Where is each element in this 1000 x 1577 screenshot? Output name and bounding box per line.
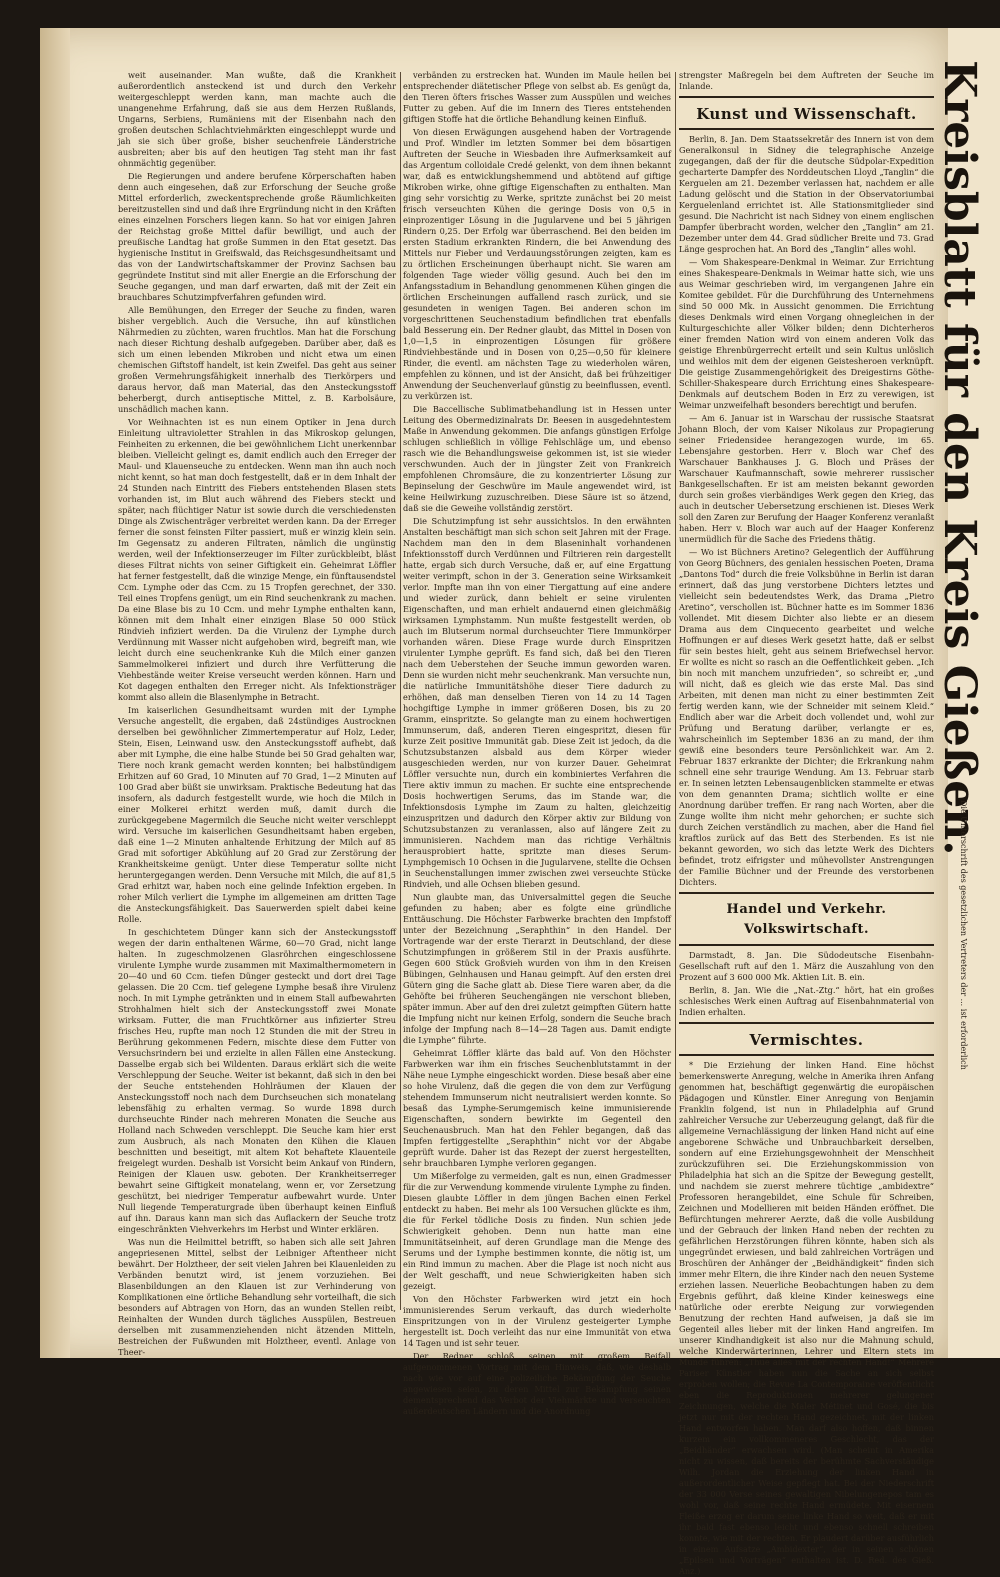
paragraph: — Wo ist Büchners Aretino? Gelegentlich der Aufführung von Georg Büchners, des genialen hessischen Poeten, Drama „Dantons Tod“ durch die freie Volksbühne in Berlin ist daran erinnert, daß das jung verstorbene Dichters letztes und vielleicht sein bedeutendstes Werk, das Drama „Pietro Aretino“, verschollen ist. Büchner hatte es im Sommer 1836 vollendet. Mit diesem Dichter also liebte er an diesem Drama aus dem Cinquecento gearbeitet und welche Hoffnungen er auf dieses Werk gesetzt hatte, daß er selbst für sein bestes hielt, geht aus seinem Briefwechsel hervor. Er wollte es nicht so rasch an die Oeffentlichkeit geben. „Ich bin noch mit manchem unzufrieden“, so schreibt er, „und will nicht, daß es gleich wie das erste Mal. Das sind Arbeiten, mit denen man nicht zu einer bestimmten Zeit fertig werden kann, wie der Schneider mit seinem Kleid.“ Endlich aber war die Arbeit doch vollendet und, wohl zur Prüfung und Beratung darüber, verlangte er es, wahrscheinlich im September 1836 an zu mand, der ihm gewiß eine besonders teure Persönlichkeit war. Am 2. Februar 1837 erkrankte der Dichter; die Erkrankung nahm schnell eine sehr traurige Wendung. Am 13. Februar starb er. In seinen letzten Lebensaugenblicken stammelte er etwas von dem genannten Drama; sichtlich wollte er eine Anordnung darüber treffen. Er rang nach Worten, aber die Zunge wollte ihm nicht mehr gehorchen; er suchte sich durch Zeichen verständlich zu machen, aber die Hand fiel kraftlos zurück auf das Bett des Sterbenden. Es ist nie bekannt geworden, wo sich das letzte Werk des Dichters befindet, trotz eifrigster und mühevollster Anstrengungen der Familie Büchner und der Freunde des verstorbenen Dichters.: [679, 547, 934, 887]
paragraph: * Die Erziehung der linken Hand. Eine höchst bemerkenswerte Anregung, welche in Amerika ihren Anfang genommen hat, beschäftigt gegenwärtig die europäischen Pädagogen und Künstler. Einer Anregung von Benjamin Franklin folgend, ist nun in Philadelphia auf Grund zahlreicher Versuche zur Ueberzeugung gelangt, daß für die allgemeine Vernachlässigung der linken Hand nicht auf eine angeborene Schwäche und Unbrauchbarkeit derselben, sondern auf eine Erziehungsgewohnheit der Menschheit zurückzuführen sei. Die Erziehungskommission von Philadelphia hat sich an die Spitze der Bewegung gestellt, und nachdem sie zuerst mehrere tüchtige „ambidextre“ Professoren herangebildet, eine Schule für Schreiben, Zeichnen und Modellieren mit beiden Händen eröffnet. Die Befürchtungen mehrerer Aerzte, daß die volle Ausbildung und der Gebrauch der linken Hand neben der rechten zu gefährlichen Herzstörungen führen könnte, haben sich als ungegründet erwiesen, und bald zahlreichen Vorträgen und Broschüren der Anhänger der „Beidhändigkeit“ finden sich immer mehr Eltern, die ihre Kinder nach den neuen Systeme erziehen lassen. Neuerliche Beobachtungen haben zu dem Ergebnis geführt, daß kleine Kinder keineswegs eine natürliche oder ererbte Neigung zur vorwiegenden Benutzung der rechten Hand aufweisen, ja daß sie im Gegenteil alles lieber mit der linken Hand angreifen. Im unserer Kindhandigkeit ist also nur die Mahnung schuld, welche Kinderwärterinnen, Lehrer und Eltern stets im Munde führen: „Thue alles mit der rechten Hand!“ Mehrere Pariser Künstler haben nun die Sache an sich selbst erproben wollen; die Revue La Contemporaine veröffentlicht eben die Reproduktionen mehrerer gelungener Zeichnungen, welche die Maler Métinet und Gosé, die bis jetzt nur mit der rechten Hand gezeichnet, mit der linken Hand entworfen haben. Man darf also hoffen, daß binnen kurzem ein vollkommeneres Geschlecht, das der „Beidhänder“ erwachsen wird. (Man scheint in Amerika nicht zu wissen, daß bereits der berühmte Sachverständige Wilh. Jordan die Erziehung der linken Hand in außerordentlicher Weise gepflegt hat. Bei der Niederschrift der 33 000 Verse seines gewaltigen Nibelungenepos tam es wohl vor, daß seine rechte Hand ermüdete. Mit eisernem Fleiße erzog er darum seine linke Hand so weit, daß er mit ihr bald fast ebenso leicht und ebenso schnell schreiben konnte, wie mit der rechten. Er plaudert darüber ausführlich in einem Aufsatze „Ambidexter“, der in seinen schönen „Epilsen und Vorträgen“ enthalten ist. D. Red. des Gieß. Anz.): [679, 1060, 934, 1576]
section-heading-vermischtes: Vermischtes.: [749, 1031, 864, 1049]
paragraph: Nun glaubte man, das Universalmittel gegen die Seuche gefunden zu haben; aber es folgte eine gründliche Enttäuschung. Die Höchster Farbwerke brachten den Impfstoff unter der Bezeichnung „Seraphthin“ in den Handel. Der Vortragende war der erste Tierarzt in Deutschland, der diese Schutzimpfungen in größerem Stil in der Praxis ausführte. Gegen 600 Stück Großvieh wurden von ihm in den Kreisen Bübingen, Gelnhausen und Hanau geimpft. Auf den ersten drei Gütern ging die Sache glatt ab. Diese Tiere waren aber, da die Gehöfte bei früheren Seuchengängen nie verschont blieben, später immun. Aber auf den drei zuletzt geimpften Gütern hatte die Impfung nicht nur keinen Erfolg, sondern die Seuche brach infolge der Impfung nach 8—14—28 Tagen aus. Damit endigte die Lymphe“ führte.: [403, 892, 671, 1045]
column-1: [118, 70, 396, 1357]
paragraph: Im kaiserlichen Gesundheitsamt wurden mit der Lymphe Versuche angestellt, die ergaben, daß 24stündiges Austrocknen derselben bei gewöhnlicher Zimmertemperatur auf Holz, Leder, Stein, Eisen, Leinwand usw. den Ansteckungsstoff aufhebt, daß aber mit Lymphe, die eine halbe Stunde bei 50 Grad gehalten war, Tiere noch krank gemacht werden konnten; bei halbstündigem Erhitzen auf 60 Grad, 10 Minuten auf 70 Grad, 1—2 Minuten auf 100 Grad aber büßt sie unwirksam. Praktische Bedeutung hat das insofern, als dadurch festgestellt wurde, wie hoch die Milch in einer Molkerei erhitzt werden muß, damit durch die zurückgegebene Magermilch die Seuche nicht weiter verschleppt wird. Versuche im kaiserlichen Gesundheitsamt haben ergeben, daß eine 1—2 Minuten anhaltende Erhitzung der Milch auf 85 Grad mit sofortiger Abkühlung auf 20 Grad zur Zerstörung der Krankheitskeime genügt. Unter diese Temperatur sollte nicht heruntergegangen werden. Denn Versuche mit Milch, die auf 81,5 Grad erhitzt war, haben noch eine gelinde Infektion ergeben. In roher Milch verliert die Lymphe im allgemeinen am dritten Tage die Ansteckungsfähigkeit. Das Sauerwerden spielt dabei keine Rolle.: [118, 705, 396, 924]
paragraph: weit auseinander. Man wußte, daß die Krankheit außerordentlich ansteckend ist und durch den Verkehr weitergeschleppt werden kann, man machte auch die unangenehme Erfahrung, daß sie aus dem Herzen Rußlands, Ungarns, Serbiens, Rumäniens mit der Eisenbahn nach den großen deutschen Schlachtviehmärkten eingeschleppt wurde und jah sie sich über große, bisher seuchenfreie Länderstriche ausbreiten; aber bis auf den heutigen Tag steht man ihr fast ohnmächtig gegenüber.: [118, 70, 396, 168]
masthead-title: Kreisblatt für den Kreis Gießen.: [934, 60, 985, 856]
paragraph: Vor Weihnachten ist es nun einem Optiker in Jena durch Einleitung ultravioletter Strahlen in das Mikroskop gelungen, Feinheiten zu erkennen, die bei gewöhnlichem Licht unerkennbar bleiben. Vielleicht gelingt es, damit endlich auch den Erreger der Maul- und Klauenseuche zu entdecken. Wenn man ihn auch noch nicht kennt, so hat man doch festgestellt, daß er in dem Inhalt der 24 Stunden nach Eintritt des Fiebers entstehenden Blasen stets vorhanden ist, im Blut auch während des Fiebers steckt und später, nach flüchtiger Natur ist sowie durch die verschiedensten Dinge als Zwischenträger verbreitet werden kann. Da der Erreger ferner die sonst feinsten Filter passiert, muß er winzig klein sein. Im Gegensatz zu anderen Filtraten, nämlich die ungünstig werden, weil der Infektionserzeuger im Filter zurückbleibt, bläst dieses Filtrat nichts von seiner Giftigkeit ein. Geheimrat Löffler hat ferner festgestellt, daß die winzige Menge, ein fünftausendstel Ccm. Lymphe oder das Ccm. zu 15 Tropfen gerechnet, der 330. Teil eines Tropfens genügt, um ein Rind seuchenkrank zu machen. Da eine Blase bis zu 10 Ccm. und mehr Lymphe enthalten kann, können mit dem Inhalt einer einzigen Blase 50 000 Stück Rindvieh infiziert werden. Da die Virulenz der Lymphe durch Verdünnung mit Wasser nicht aufgehoben wird, begreift man, wie leicht durch eine seuchenkranke Kuh die Milch einer ganzen Sammelmolkerei infiziert und durch ihre Verfütterung die Viehbestände weiter Kreise verseucht werden können. Harn und Kot dagegen enthalten den Erreger nicht. Als Infektionsträger kommt also allein die Blasenlymphe in Betracht.: [118, 417, 396, 702]
paragraph: verbänden zu erstrecken hat. Wunden im Maule heilen bei entsprechender diätetischer Pflege von selbst ab. Es genügt da, den Tieren öfters frisches Wasser zum Ausspülen und weiches Futter zu geben. Auf die im Innern des Tieres entstehenden giftigen Stoffe hat die örtliche Behandlung keinen Einfluß.: [403, 70, 671, 124]
paragraph: Von den Höchster Farbwerken wird jetzt ein hoch immunisierendes Serum verkauft, das durch wiederholte Einspritzungen von in der Virulenz gesteigerter Lymphe hergestellt ist. Doch verleiht das nur eine Immunität von etwa 14 Tagen und ist sehr teuer.: [403, 1294, 671, 1348]
section-heading-kunst: Kunst und Wissenschaft.: [696, 105, 917, 123]
paragraph: Die Regierungen und andere berufene Körperschaften haben denn auch eingesehen, daß zur Erforschung der Seuche große Mittel erforderlich, zweckentsprechende große Räumlichkeiten bereitzustellen sind und daß ihre Ergründung nicht in den Kräften eines einzelnen Forschers liegen kann. So hat vor einigen Jahren der Reichstag große Mittel dafür bewilligt, und auch der preußische Landtag hat große Summen in den Etat gesetzt. Das hygienische Institut in Greifswald, das Reichsgesundheitsamt und das von der Landwirtschaftskammer der Provinz Sachsen bau gegründete Institut sind mit aller Energie an die Erforschung der Seuche gegangen, und man darf erwarten, daß mit der Zeit ein brauchbares Schutzimpfverfahren gefunden wird.: [118, 171, 396, 302]
paragraph: — Vom Shakespeare-Denkmal in Weimar. Zur Errichtung eines Shakespeare-Denkmals in Weimar hatte sich, wie uns aus Weimar geschrieben wird, im vergangenen Jahre ein Komitee gebildet. Für die Durchführung des Unternehmens sind 50 000 Mk. in Aussicht genommen. Die Errichtung dieses Denkmals wird einen Vorgang ohnegleichen in der Kulturgeschichte aller Völker bilden; denn Dichterheros einer fremden Nation wird von einem anderen Volk das geistige Ehrenbürgerrecht erteilt und sein Kultus unlöslich und weihlos mit dem der eigenen Geistesheroen verknüpft. Die geistige Zusammengehörigkeit des Dreigestirns Göthe-Schiller-Shakespeare durch Errichtung eines Shakespeare-Denkmals auf deutschem Boden in Erz zu verewigen, ist Weimar unzweifelhaft besonders berechtigt und berufen.: [679, 257, 934, 410]
paragraph: — Am 6. Januar ist in Warschau der russische Staatsrat Johann Bloch, der vom Kaiser Nikolaus zur Propagierung seiner Friedensidee herangezogen wurde, im 65. Lebensjahre gestorben. Herr v. Bloch war Chef des Warschauer Bankhauses J. G. Bloch und Präses der Warschauer Kaufmannschaft, sowie mehrerer russischer Bankgesellschaften. Er ist am meisten bekannt geworden durch sein großes vierbändiges Werk gegen den Krieg, das auch in deutscher Uebersetzung erschienen ist. Dieses Werk soll den Zaren zur Berufung der Haager Konferenz veranlaßt haben. Herr v. Bloch war auch auf der Haager Konferenz unermüdlich für die Sache des Friedens thätig.: [679, 413, 934, 544]
column-2: [403, 70, 671, 1416]
section-rule: [679, 1022, 934, 1024]
column-rule: [400, 72, 401, 1310]
side-notice: Die Unterschrift des gesetzlichen Vertreters der ... ist erforderlich: [959, 800, 968, 1070]
handel-article: [679, 950, 934, 1018]
section-rule: [679, 128, 934, 130]
paragraph: Die Schutzimpfung ist sehr aussichtslos. In den erwähnten Anstalten beschäftigt man sich schon seit Jahren mit der Frage. Nachdem man den in dem Blaseninhalt vorhandenen Infektionsstoff durch Verdünnen und Filtrieren rein dargestellt hatte, ergab sich durch Versuche, daß er, auf eine Ergattung weiter verimpft, schon in der 3. Generation seine Wirksamkeit verlor. Impfte man ihn von einer Tiergattung auf eine andere und wieder zurück, dann behielt er seine virulenten Eigenschaften, und man erhielt andauernd einen gleichmäßig wirksamen Lymphstamm. Nun mußte festgestellt werden, ob auch im Blutserum normal durchseuchter Tiere Immunkörper vorhanden wären. Diese Frage wurde durch Einspritzen virulenter Lymphe geprüft. Es fand sich, daß bei den Tieren nach dem Ueberstehen der Seuche immun geworden waren. Denn sie wurden nicht mehr seuchenkrank. Man versuchte nun, die natürliche Immunitätshöhe dieser Tiere dadurch zu erhöhen, daß man denselben Tieren von 14 zu 14 Tagen hochgiftige Lymphe in immer größeren Dosen, bis zu 20 Gramm, einspritzte. So gelangte man zu einem hochwertigen Immunserum, daß, anderen Tieren eingespritzt, diesen für kurze Zeit positive Immunität gab. Diese Zeit ist jedoch, da die Schutzsubstanzen alsbald aus dem Körper wieder ausgeschieden werden, nur von kurzer Dauer. Geheimrat Löffler versuchte nun, durch ein kombiniertes Verfahren die Tiere aktiv immun zu machen. Er suchte eine entsprechende Dosis hochwertigen Serums, das im Stande war, die Infektionsdosis Lymphe im Zaum zu halten, gleichzeitig einzuspritzen und dadurch den Körper aktiv zur Bildung von Schutzsubstanzen zu veranlassen, also auf längere Zeit zu immunisieren. Nachdem man das richtige Verhältnis herausprobiert hatte, spritzte man dieses Serum-Lymphgemisch 10 Ochsen in die Jugularvene, stellte die Ochsen in Seuchenstallungen immer zwischen zwei verseuchte Stücke Rindvieh, und alle Ochsen blieben gesund.: [403, 516, 671, 889]
paragraph: Alle Bemühungen, den Erreger der Seuche zu finden, waren bisher vergeblich. Auch die Versuche, ihn auf künstlichen Nährmedien zu züchten, waren fruchtlos. Man hat die Forschung nach dieser Richtung deshalb aufgegeben. Darüber aber, daß es sich um einen lebenden Mikroben und nicht etwa um einen chemischen Giftstoff handelt, ist kein Zweifel. Das geht aus seiner großen Vermehrungsfähigkeit innerhalb des Tierkörpers und daraus hervor, daß man Material, das den Ansteckungsstoff beherbergt, durch antiseptische Mittel, z. B. Karbolsäure, unschädlich machen kann.: [118, 305, 396, 414]
paragraph: Was nun die Heilmittel betrifft, so haben sich alle seit Jahren angepriesenen Mittel, selbst der Leibniger Aftentheer nicht bewährt. Der Holztheer, der seit vielen Jahren bei Klauenleiden zu Verbänden benutzt wird, ist jenem vorzuziehen. Bei Blasenbildungen an den Klauen ist zur Verhinderung von Komplikationen eine örtliche Behandlung sehr vorteilhaft, die sich besonders auf Abtragen von Horn, das an wunden Stellen reibt, Reinhalten der Wunden durch tägliches Ausspülen, Bestreuen derselben mit zusammenziehenden nicht ätzenden Mitteln, Bestreichen der Fußwunden mit Holztheer, eventl. Anlage von Theer-: [118, 1237, 396, 1357]
top-strip-text: strengster Maßregeln bei dem Auftreten der Seuche im Inlande.: [679, 70, 934, 91]
paragraph: Von diesen Erwägungen ausgehend haben der Vortragende und Prof. Windler im letzten Sommer bei dem bösartigen Auftreten der Seuche in Wiesbaden ihre Aufmerksamkeit auf das Argentum colloidale Credé gelenkt, von dem ihnen bekannt war, daß es entwicklungshemmend und abtötend auf giftige Mikroben wirke, ohne giftige Eigenschaften zu enthalten. Man ging sehr vorsichtig zu Werke, spritzte zunächst bei 20 meist frisch verseuchten Kühen die geringe Dosis von 0,5 in einprozentiger Lösung in die Jugularvene und bei 5 jährigen Rindern 0,25. Der Erfolg war überraschend. Bei den beiden im ersten Stadium erkrankten Rindern, die bei Anwendung des Mittels nur Fieber und Verdauungsstörungen zeigten, kam es zu örtlichen Erscheinungen überhaupt nicht. Sie waren am folgenden Tage wieder völlig gesund. Auch bei den im Anfangsstadium in Behandlung genommenen Kühen gingen die örtlichen Erscheinungen auffallend rasch zurück, und sie gesundeten in wenigen Tagen. Bei anderen schon im vorgeschrittenen Seuchenstadium befindlichen trat ebenfalls bald Besserung ein. Der Redner glaubt, das Mittel in Dosen von 1,0—1,5 in einprozentigen Lösungen für größere Rindviehbestände und in Dosen von 0,25—0,50 für kleinere Rinder, die eventl. am nächsten Tage zu wiederholen wären, empfehlen zu können, und ist der Ansicht, daß bei frühzeitiger Anwendung der Seuchenverlauf günstig zu beeinflussen, eventl. zu verkürzen ist.: [403, 127, 671, 401]
paragraph: Geheimrat Löffler klärte das bald auf. Von den Höchster Farbwerken war ihm ein frisches Seuchenblutstammt in der Nähe neue Lymphe eingeschickt worden. Diese besaß aber eine so hohe Virulenz, daß die gegen die von dem zur Verfügung stehendem Immunserum nicht neutralisiert werden konnte. So besaß das Lymphe-Serumgemisch keine immunisierende Eigenschaften, sondern bewirkte im Gegenteil den Seuchenausbruch. Man hat den Fehler begangen, daß das Impfen fertiggestellte „Seraphthin“ nicht vor der Abgabe geprüft wurde. Daher ist das Rezept der zuerst hergestellten, sehr brauchbaren Lymphe verloren gegangen.: [403, 1048, 671, 1168]
paragraph: Der Redner schloß seinen mit großem Beifall aufgenommenen Vortrag mit dem Hinweis, daß, wie deshalb nach wie vor auf eine polizeiliche Bekämpfung der Seuche angewiesen seien, zu deren Mittel zur Bekämpfung seinen dementsprechend das Verbot der Viehmärkte und verseuchten außerdeutschen Ländern und die Anordnung: [403, 1351, 671, 1416]
paragraph: Berlin, 8. Jan. Dem Staatssekretär des Innern ist von dem Generalkonsul in Sidney die telegraphische Anzeige zugegangen, daß der für die deutsche Südpolar-Expedition gecharterte Dampfer des Norddeutschen Lloyd „Tanglin“ die Kerguelen am 21. Dezember verlassen hat, nachdem er alle Ladung gelöscht und die Station in der Observatoriumbai Kerguelenland errichtet ist. Alle Stationsmitglieder sind gesund. Die Nachricht ist nach Sidney von einem englischen Dampfer überbracht worden, welcher den „Tanglin“ am 21. Dezember unter dem 44. Grad südlicher Breite und 73. Grad Länge gesprochen hat. An Bord des „Tanglin“ alles wohl.: [679, 134, 934, 254]
column-rule: [675, 72, 676, 1310]
paragraph: Berlin, 8. Jan. Wie die „Nat.-Ztg.“ hört, hat ein großes schlesisches Werk einen Auftrag auf Eisenbahnmaterial von Indien erhalten.: [679, 985, 934, 1017]
paragraph: Um Mißerfolge zu vermeiden, galt es nun, einen Gradmesser für die zur Verwendung kommende virulente Lymphe zu finden. Diesen glaubte Löffler in dem jüngen Bachen einen Ferkel entdeckt zu haben. Bei mehr als 100 Versuchen glückte es ihm, die für Ferkel tödliche Dosis zu finden. Nun schien jede Schwierigkeit gehoben. Denn nun hatte man eine Immunitätseinheit, auf deren Grundlage man die Menge des Serums und der Lymphe bestimmen konnte, die nötig ist, um ein Rind immun zu machen. Aber die Plage ist noch nicht aus der Welt geschafft, und neue Schwierigkeiten haben sich gezeigt.: [403, 1171, 671, 1291]
kunst-article: [679, 134, 934, 888]
page-gutter: [40, 28, 70, 1358]
paragraph: Darmstadt, 8. Jan. Die Südodeutsche Eisenbahn-Gesellschaft ruft auf den 1. März die Auszahlung von den Prozent auf 3 600 000 Mk. Aktien Lit. B. ein.: [679, 950, 934, 982]
section-rule: [679, 892, 934, 894]
section-rule: [679, 944, 934, 946]
paragraph: In geschichtetem Dünger kann sich der Ansteckungsstoff wegen der darin enthaltenen Wärme, 60—70 Grad, nicht lange halten. In zugeschmolzenen Glasröhrchen eingeschlossene virulente Lymphe wurde zusammen mit Maximalthermometern in 20—40 und 60 Ccm. tiefen Dünger gesteckt und dort drei Tage gelassen. Die 20 Ccm. tief gelegene Lymphe besaß ihre Virulenz noch. In mit Lymphe getränkten und in einem Stall aufbewahrten Strohhalmen hielt sich der Ansteckungsstoff zwei Monate wirksam. Futter, die man Fruchtkörner aus infizierter Streu frisches Heu, rupfte man noch 12 Stunden die mit der Streu in Berührung gekommenen Federn, mischte diese dem Futter von Versuchsrindern bei und erzielte in allen Fällen eine Ansteckung. Dasselbe ergab sich bei Wildenten. Daraus erklärt sich die weite Verschleppung der Seuche. Weiter ist bekannt, daß sich in den bei der Seuche entstehenden Hohlräumen der Klauen der Ansteckungsstoff noch nach dem Durchseuchen sich monatelang lebensfähig zu erhalten vermag. So wurde 1898 durch durchseuchte Rinder nach mehreren Monaten die Seuche aus Holland nach Schweden verschleppt. Die Seuche kam hier erst zum Ausbruch, als nach Monaten den Kühen die Klauen beschnitten und beseitigt, mit altem Kot behaftete Klauenteile freigelegt wurden. Deshalb ist Vorsicht beim Ankauf von Rindern, Reinigen der Klauen usw. geboten. Der Krankheitserreger bewahrt seine Giftigkeit monatelang, wenn er, vor Zersetzung geschützt, bei niedriger Temperatur aufbewahrt wurde. Unter Null liegende Temperaturgrade üben überhaupt keinen Einfluß auf ihn. Daraus kann man sich das Auflackern der Seuche trotz eingeschränkten Viehverkehrs im Herbst und Winter erklären.: [118, 927, 396, 1234]
paragraph: Die Baccellische Sublimatbehandlung ist in Hessen unter Leitung des Obermedizinalrats Dr. Beesen in ausgedehntestem Maße in Anwendung gekommen. Die anfangs günstigen Erfolge schlugen schließlich in völlige Fehlschläge um, und ebenso rasch wie die Behandlungsweise gekommen ist, ist sie wieder verschwunden. Auch der in jüngster Zeit von Frankreich empfohlenen Chromsäure, die zu konzentrierter Lösung zur Bepinselung der Geschwüre im Maule angewendet wird, ist keine Heilwirkung zuzuschreiben. Diese Säure ist so ätzend, daß sie die Geweihe vollständig zerstört.: [403, 404, 671, 513]
section-heading-handel: Handel und Verkehr. Volkswirtschaft.: [726, 902, 887, 937]
section-rule: [679, 1054, 934, 1056]
vermischtes-article: [679, 1060, 934, 1577]
column-3: [679, 70, 934, 1576]
section-rule: [679, 96, 934, 98]
